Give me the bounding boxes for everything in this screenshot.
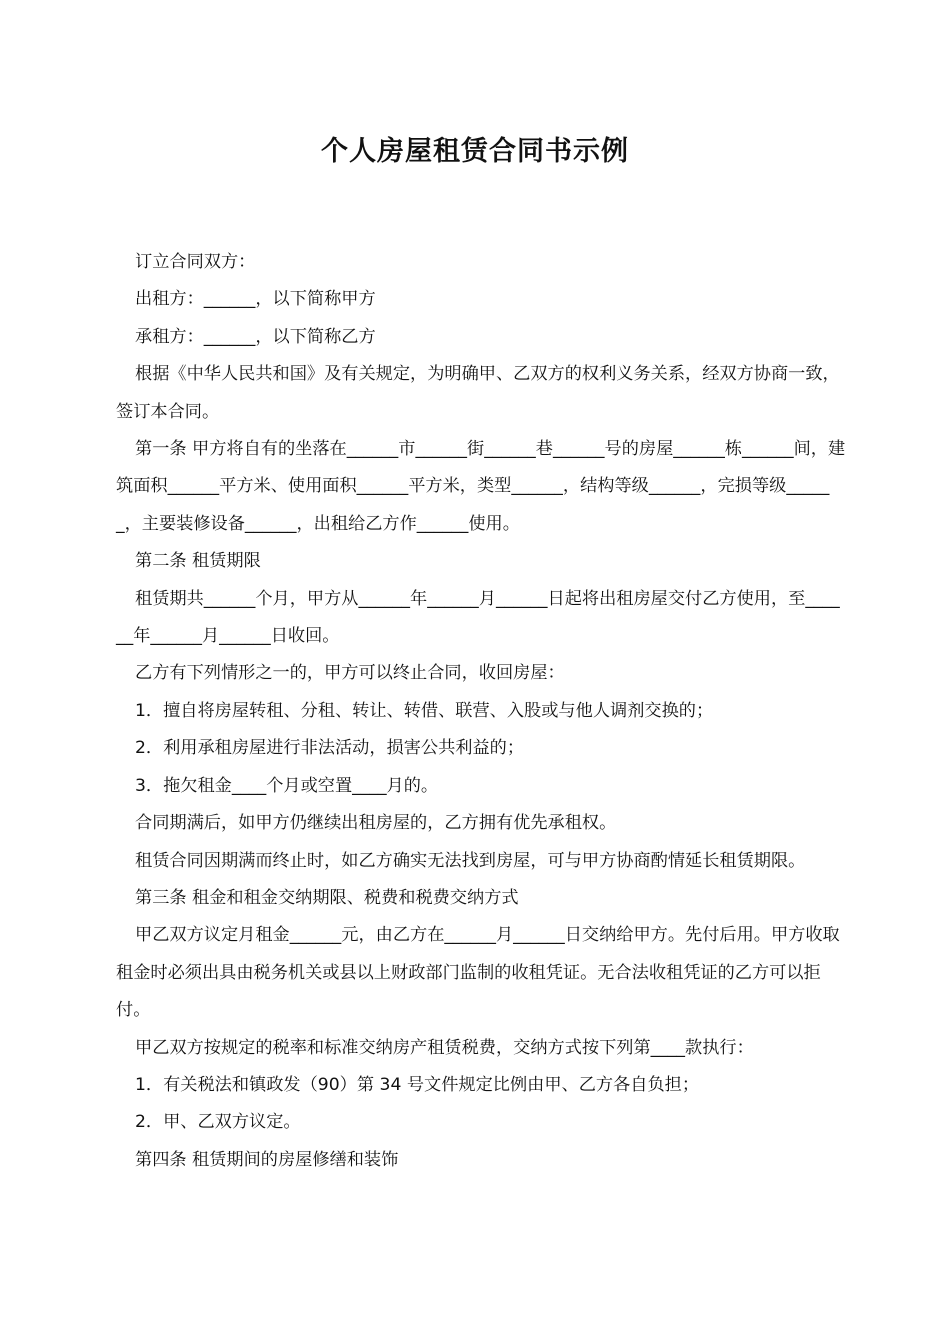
paragraph: 3．拖欠租金____个月或空置____月的。	[135, 775, 439, 796]
paragraph: 第四条 租赁期间的房屋修缮和装饰	[135, 1149, 399, 1170]
paragraph: 合同期满后，如甲方仍继续出租房屋的，乙方拥有优先承租权。	[135, 813, 617, 834]
paragraph: 1．擅自将房屋转租、分租、转让、转借、联营、入股或与他人调剂交换的；	[135, 700, 714, 721]
document-body	[116, 244, 846, 1179]
paragraph: 2．甲、乙双方议定。	[135, 1112, 301, 1133]
paragraph: 乙方有下列情形之一的，甲方可以终止合同，收回房屋：	[135, 663, 565, 684]
paragraph: 承租方：______，以下简称乙方	[135, 326, 376, 347]
paragraph: 第二条 租赁期限	[135, 551, 261, 572]
paragraph: 第一条 甲方将自有的坐落在______市______街______巷______号的房屋______栋______间，建筑面积______平方米、使用面积______平方米，类型______，结构等级______，完损等级______，主要装修设备______，出租给乙方作______使用。	[116, 439, 846, 534]
paragraph: 租赁合同因期满而终止时，如乙方确实无法找到房屋，可与甲方协商酌情延长租赁期限。	[135, 850, 806, 871]
paragraph: 第三条 租金和租金交纳期限、税费和税费交纳方式	[135, 887, 519, 908]
paragraph: 根据《中华人民共和国》及有关规定，为明确甲、乙双方的权利义务关系，经双方协商一致，签订本合同。	[116, 364, 840, 422]
paragraph: 出租方：______，以下简称甲方	[135, 289, 376, 310]
paragraph: 订立合同双方：	[135, 252, 256, 272]
paragraph: 甲乙双方议定月租金______元，由乙方在______月______日交纳给甲方。先付后用。甲方收取租金时必须出具由税务机关或县以上财政部门监制的收租凭证。无合法收租凭证的乙方可以拒付。	[116, 925, 840, 1021]
paragraph: 甲乙双方按规定的税率和标准交纳房产租赁税费，交纳方式按下列第____款执行：	[135, 1037, 754, 1058]
document-title: 个人房屋租赁合同书示例	[321, 136, 629, 167]
paragraph: 租赁期共______个月，甲方从______年______月______日起将出租房屋交付乙方使用，至______年______月______日收回。	[116, 588, 840, 647]
paragraph: 1．有关税法和镇政发（90）第 34 号文件规定比例由甲、乙方各自负担；	[135, 1074, 700, 1095]
paragraph: 2．利用承租房屋进行非法活动，损害公共利益的；	[135, 738, 525, 759]
